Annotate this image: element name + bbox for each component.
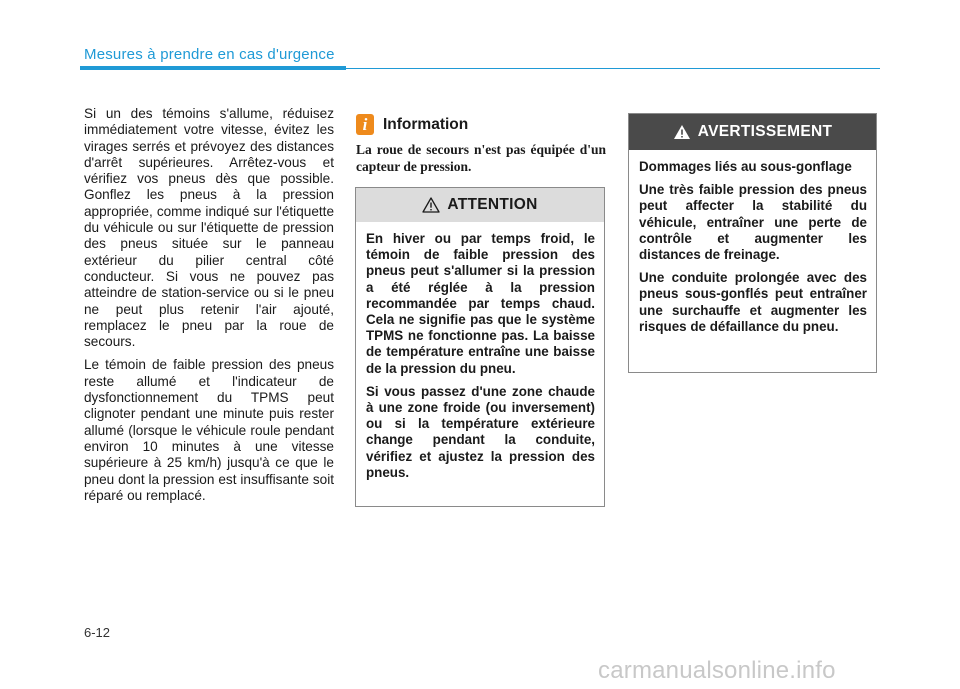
warning-triangle-icon	[422, 197, 440, 213]
warning-paragraph: Une conduite prolongée avec des pneus sous-gonflés peut entraîner une surchauffe et augmenter les risques de défaillance du pneu.	[639, 270, 867, 334]
watermark: carmanualsonline.info	[598, 657, 836, 684]
information-heading	[356, 114, 606, 138]
information-text: La roue de secours n'est pas équipée d'un capteur de pression.	[356, 142, 606, 174]
attention-body	[356, 222, 604, 481]
warning-triangle-icon	[673, 124, 691, 140]
section-title: Mesures à prendre en cas d'urgence	[84, 46, 335, 63]
page-number: 6-12	[84, 625, 111, 640]
header-rule	[346, 68, 880, 69]
attention-box	[355, 187, 605, 507]
attention-header	[356, 188, 604, 222]
warning-subtitle: Dommages liés au sous-gonflage	[639, 159, 852, 174]
header-rule-accent	[80, 66, 346, 70]
warning-header	[629, 114, 876, 150]
body-paragraph: Si un des témoins s'allume, réduisez immédiatement votre vitesse, évitez les virages serrés et prévoyez des distances d'arrêt supérieures. Arrêtez-vous et vérifiez vos pneus dès que possible. Gonflez les pneus à la pression appropriée, comme indiqué sur l'étiquette du véhicule ou sur l'étiquette de pression des pneus située sur le panneau extérieur du pilier central côté conducteur. Si vous ne pouvez pas atteindre de station-service ou si le pneu ne peut plus retenir l'air ajouté, remplacez le pneu par la roue de secours.	[84, 106, 334, 350]
warning-paragraph: Une très faible pression des pneus peut affecter la stabilité du véhicule, entraîner une perte de contrôle et augmenter les distances de freinage.	[639, 182, 867, 263]
attention-paragraph: En hiver ou par temps froid, le témoin de faible pression des pneus peut s'allumer si la pression a été réglée à la pression recommandée par temps chaud. Cela ne signifie pas que le système TPMS ne fonctionne pas. La baisse de température entraîne une baisse de la pression du pneu.	[366, 231, 595, 376]
body-text-column	[84, 106, 334, 511]
info-icon: i	[356, 114, 374, 135]
attention-title: ATTENTION	[447, 196, 538, 213]
warning-body	[629, 150, 876, 335]
information-title: Information	[383, 116, 469, 133]
body-paragraph: Le témoin de faible pression des pneus reste allumé et l'indicateur de dysfonctionnement du TPMS peut clignoter pendant une minute puis rester allumé (lorsque le véhicule roule pendant environ 10 minutes à une vitesse supérieure à 25 km/h) jusqu'à ce que le pneu dont la pression est insuffisante soit réparé ou remplacé.	[84, 357, 334, 503]
warning-box	[628, 113, 877, 373]
attention-paragraph: Si vous passez d'une zone chaude à une zone froide (ou inversement) ou si la température extérieure change pendant la conduite, vérifiez et ajustez la pression des pneus.	[366, 383, 595, 480]
warning-title: AVERTISSEMENT	[697, 123, 833, 140]
